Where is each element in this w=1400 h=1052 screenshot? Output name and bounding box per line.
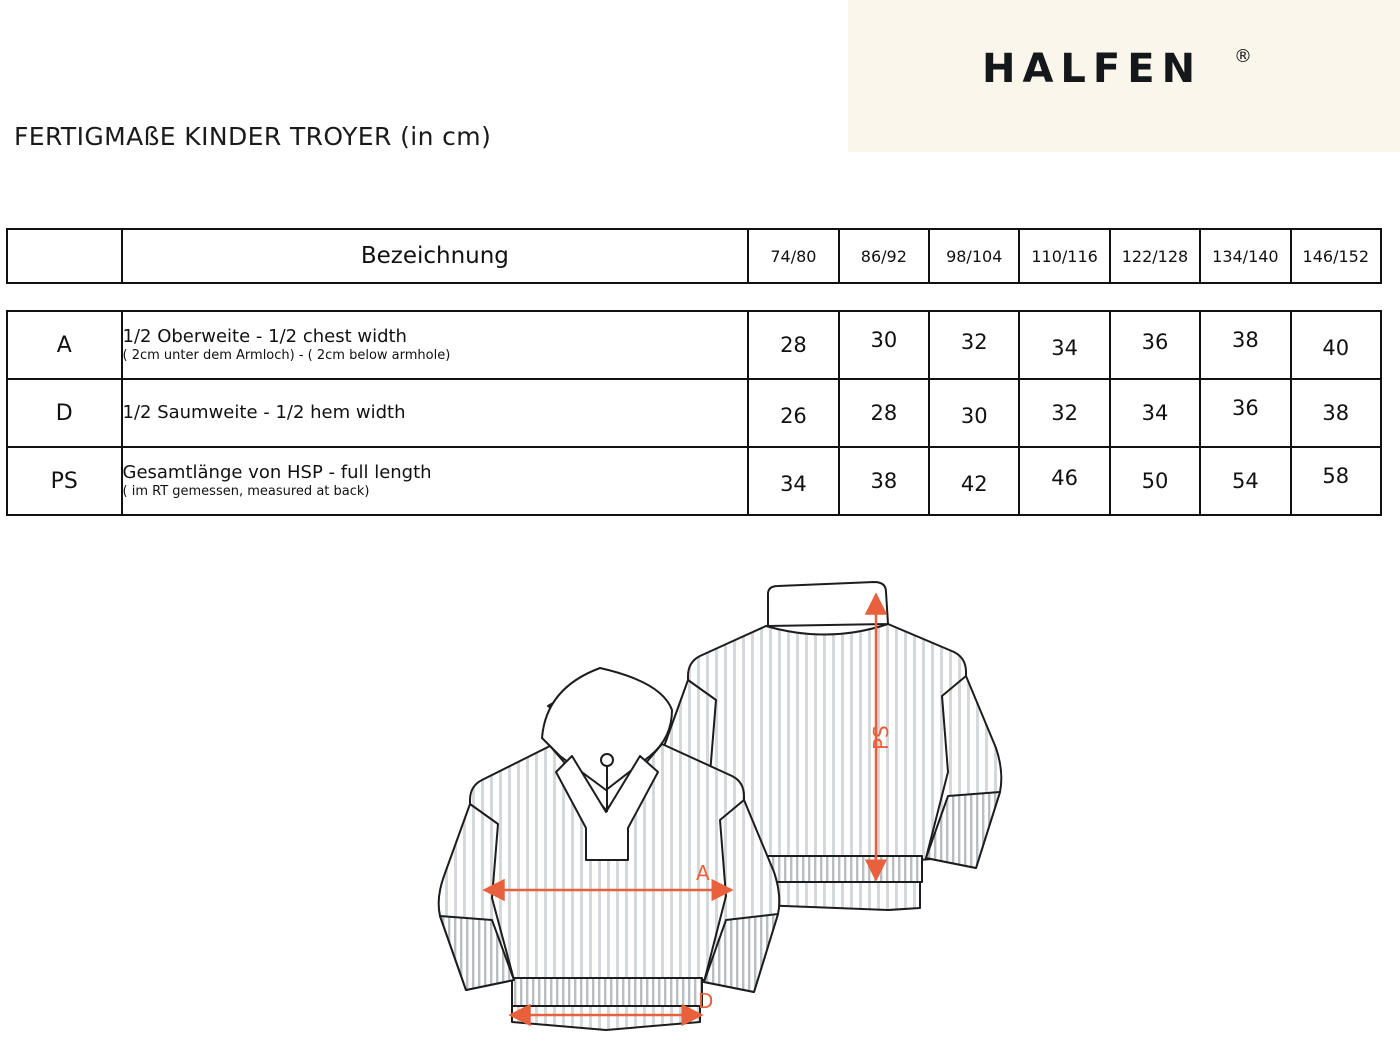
- cell-ps-86-92: [839, 447, 929, 515]
- value-a-98-104: 32: [960, 330, 988, 354]
- cell-d-86-92: [839, 379, 929, 447]
- cell-d-122-128: [1110, 379, 1200, 447]
- cell-a-134-140: [1200, 311, 1290, 379]
- value-d-74-80: 26: [780, 404, 807, 428]
- header-description-cell: Bezeichnung: [122, 229, 749, 283]
- value-a-122-128: 36: [1141, 330, 1169, 354]
- value-d-86-92: 28: [870, 401, 898, 425]
- value-a-74-80: 28: [780, 333, 807, 357]
- cell-ps-146-152: [1291, 447, 1381, 515]
- row-note-a: ( 2cm unter dem Armloch) - ( 2cm below armhole): [122, 348, 451, 364]
- cell-ps-110-116: [1019, 447, 1109, 515]
- registered-trademark-icon: ®: [1234, 46, 1252, 67]
- cell-a-98-104: [929, 311, 1019, 379]
- header-size-86-92: 86/92: [839, 229, 929, 283]
- cell-a-146-152: [1291, 311, 1381, 379]
- cell-ps-98-104: [929, 447, 1019, 515]
- cell-d-74-80: [748, 379, 838, 447]
- cell-d-134-140: [1200, 379, 1290, 447]
- value-ps-110-116: 46: [1051, 466, 1078, 490]
- size-table-header: [6, 228, 1382, 284]
- header-size-122-128: 122/128: [1110, 229, 1200, 283]
- row-code-ps: PS: [7, 447, 122, 515]
- header-size-110-116: 110/116: [1019, 229, 1109, 283]
- row-name-a: 1/2 Oberweite - 1/2 chest width: [122, 325, 407, 347]
- cell-a-122-128: [1110, 311, 1200, 379]
- chest-measure-label: A: [696, 861, 710, 885]
- header-size-134-140: 134/140: [1200, 229, 1290, 283]
- row-name-ps: Gesamtlänge von HSP - full length: [122, 461, 432, 483]
- table-row: [7, 379, 1381, 447]
- value-d-98-104: 30: [960, 404, 988, 428]
- cell-ps-122-128: [1110, 447, 1200, 515]
- length-measure-label: PS: [869, 725, 893, 750]
- table-row: [7, 311, 1381, 379]
- row-description-a: [122, 311, 749, 379]
- header-code-cell: [7, 229, 122, 283]
- row-description-ps: [122, 447, 749, 515]
- value-ps-86-92: 38: [870, 469, 898, 493]
- table-row: [7, 447, 1381, 515]
- value-ps-98-104: 42: [960, 472, 988, 496]
- header-size-146-152: 146/152: [1291, 229, 1381, 283]
- value-ps-146-152: 58: [1322, 464, 1350, 488]
- cell-d-146-152: [1291, 379, 1381, 447]
- row-name-d: 1/2 Saumweite - 1/2 hem width: [122, 401, 406, 423]
- cell-d-110-116: [1019, 379, 1109, 447]
- hem-measure-label: D: [698, 989, 714, 1013]
- row-code-a: A: [7, 311, 122, 379]
- value-ps-122-128: 50: [1141, 469, 1169, 493]
- size-table-body: [6, 310, 1382, 516]
- value-a-86-92: 30: [870, 328, 898, 352]
- cell-a-86-92: [839, 311, 929, 379]
- value-a-110-116: 34: [1051, 336, 1078, 360]
- value-a-146-152: 40: [1322, 336, 1350, 360]
- brand-name: HALFEN: [982, 46, 1203, 92]
- table-header-row: [7, 229, 1381, 283]
- value-d-146-152: 38: [1322, 401, 1350, 425]
- value-d-110-116: 32: [1051, 401, 1078, 425]
- value-d-134-140: 36: [1232, 396, 1259, 420]
- garment-illustration: [400, 560, 1400, 1052]
- row-description-d: [122, 379, 749, 447]
- value-a-134-140: 38: [1232, 328, 1259, 352]
- value-ps-74-80: 34: [780, 472, 807, 496]
- row-note-ps: ( im RT gemessen, measured at back): [122, 484, 370, 500]
- value-d-122-128: 34: [1141, 401, 1169, 425]
- cell-a-110-116: [1019, 311, 1109, 379]
- header-size-98-104: 98/104: [929, 229, 1019, 283]
- page-title: FERTIGMAßE KINDER TROYER (in cm): [14, 122, 492, 151]
- cell-a-74-80: [748, 311, 838, 379]
- row-code-d: D: [7, 379, 122, 447]
- value-ps-134-140: 54: [1232, 469, 1259, 493]
- cell-ps-134-140: [1200, 447, 1290, 515]
- header-size-74-80: 74/80: [748, 229, 838, 283]
- cell-ps-74-80: [748, 447, 838, 515]
- cell-d-98-104: [929, 379, 1019, 447]
